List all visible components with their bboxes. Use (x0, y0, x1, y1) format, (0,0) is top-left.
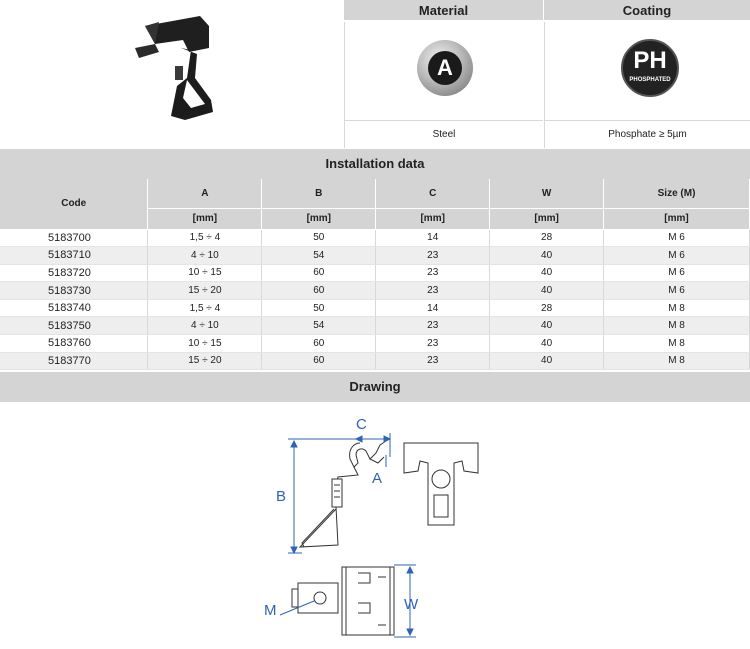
cell-a: 1,5 ÷ 4 (148, 299, 262, 317)
cell-b: 54 (262, 317, 376, 335)
table-row (0, 264, 750, 282)
cell-c: 23 (376, 264, 490, 282)
cell-c: 23 (376, 247, 490, 265)
letter-a-badge-icon: A (417, 40, 473, 96)
cell-size: M 8 (604, 335, 750, 353)
cell-b: 60 (262, 282, 376, 300)
table-row (0, 299, 750, 317)
col-header-w: W (490, 179, 604, 208)
cell-a: 1,5 ÷ 4 (148, 229, 262, 247)
cell-b: 60 (262, 335, 376, 353)
cell-size: M 8 (604, 317, 750, 335)
col-header-size: Size (M) (604, 179, 750, 208)
cell-size: M 6 (604, 264, 750, 282)
cell-b: 50 (262, 299, 376, 317)
product-header (0, 0, 750, 148)
cell-w: 28 (490, 299, 604, 317)
col-unit-size: [mm] (604, 208, 750, 229)
cell-size: M 6 (604, 229, 750, 247)
cell-a: 10 ÷ 15 (148, 264, 262, 282)
cell-a: 15 ÷ 20 (148, 282, 262, 300)
cell-b: 50 (262, 229, 376, 247)
dim-label-w: W (404, 596, 419, 613)
cell-size: M 6 (604, 247, 750, 265)
col-header-c: C (376, 179, 490, 208)
cell-size: M 8 (604, 299, 750, 317)
cell-c: 14 (376, 229, 490, 247)
table-row (0, 229, 750, 247)
cell-code: 5183760 (0, 335, 148, 353)
cell-w: 40 (490, 317, 604, 335)
coating-icon-cell (544, 22, 750, 120)
cell-c: 23 (376, 352, 490, 370)
cell-w: 28 (490, 229, 604, 247)
cell-b: 60 (262, 264, 376, 282)
cell-a: 15 ÷ 20 (148, 352, 262, 370)
cell-w: 40 (490, 264, 604, 282)
col-header-b: B (262, 179, 376, 208)
cell-size: M 8 (604, 352, 750, 370)
cell-c: 23 (376, 335, 490, 353)
table-row (0, 282, 750, 300)
cell-b: 60 (262, 352, 376, 370)
badge-sub-text: PHOSPHATED (629, 77, 671, 83)
material-column (344, 0, 543, 148)
cell-c: 23 (376, 282, 490, 300)
col-unit-a: [mm] (148, 208, 262, 229)
drawing-title: Drawing (0, 372, 750, 402)
cell-a: 4 ÷ 10 (148, 247, 262, 265)
cell-size: M 6 (604, 282, 750, 300)
cell-code: 5183720 (0, 264, 148, 282)
cell-a: 10 ÷ 15 (148, 335, 262, 353)
dim-label-m: M (264, 602, 277, 619)
col-unit-b: [mm] (262, 208, 376, 229)
table-row (0, 335, 750, 353)
beam-clip-photo (125, 8, 220, 128)
cell-code: 5183750 (0, 317, 148, 335)
cell-w: 40 (490, 335, 604, 353)
col-unit-c: [mm] (376, 208, 490, 229)
material-icon-cell (344, 22, 543, 120)
col-unit-w: [mm] (490, 208, 604, 229)
material-value: Steel (344, 120, 543, 148)
cell-c: 14 (376, 299, 490, 317)
cell-code: 5183710 (0, 247, 148, 265)
table-row (0, 317, 750, 335)
dim-label-c: C (356, 416, 367, 433)
cell-code: 5183770 (0, 352, 148, 370)
cell-w: 40 (490, 247, 604, 265)
technical-drawing (258, 405, 498, 645)
cell-code: 5183740 (0, 299, 148, 317)
coating-column (544, 0, 750, 148)
cell-b: 54 (262, 247, 376, 265)
cell-code: 5183730 (0, 282, 148, 300)
cell-code: 5183700 (0, 229, 148, 247)
installation-table (0, 179, 750, 370)
ph-phosphated-badge-icon (621, 39, 679, 97)
coating-value: Phosphate ≥ 5µm (544, 120, 750, 148)
cell-c: 23 (376, 317, 490, 335)
table-row (0, 247, 750, 265)
cell-w: 40 (490, 352, 604, 370)
badge-ph-text: PH (633, 47, 667, 74)
material-header: Material (344, 0, 543, 22)
col-header-code: Code (0, 179, 148, 229)
installation-title: Installation data (0, 149, 750, 179)
dim-label-b: B (276, 488, 287, 505)
col-header-a: A (148, 179, 262, 208)
dim-label-a: A (372, 470, 383, 487)
cell-w: 40 (490, 282, 604, 300)
coating-header: Coating (544, 0, 750, 22)
cell-a: 4 ÷ 10 (148, 317, 262, 335)
product-photo (0, 0, 343, 148)
table-row (0, 352, 750, 370)
